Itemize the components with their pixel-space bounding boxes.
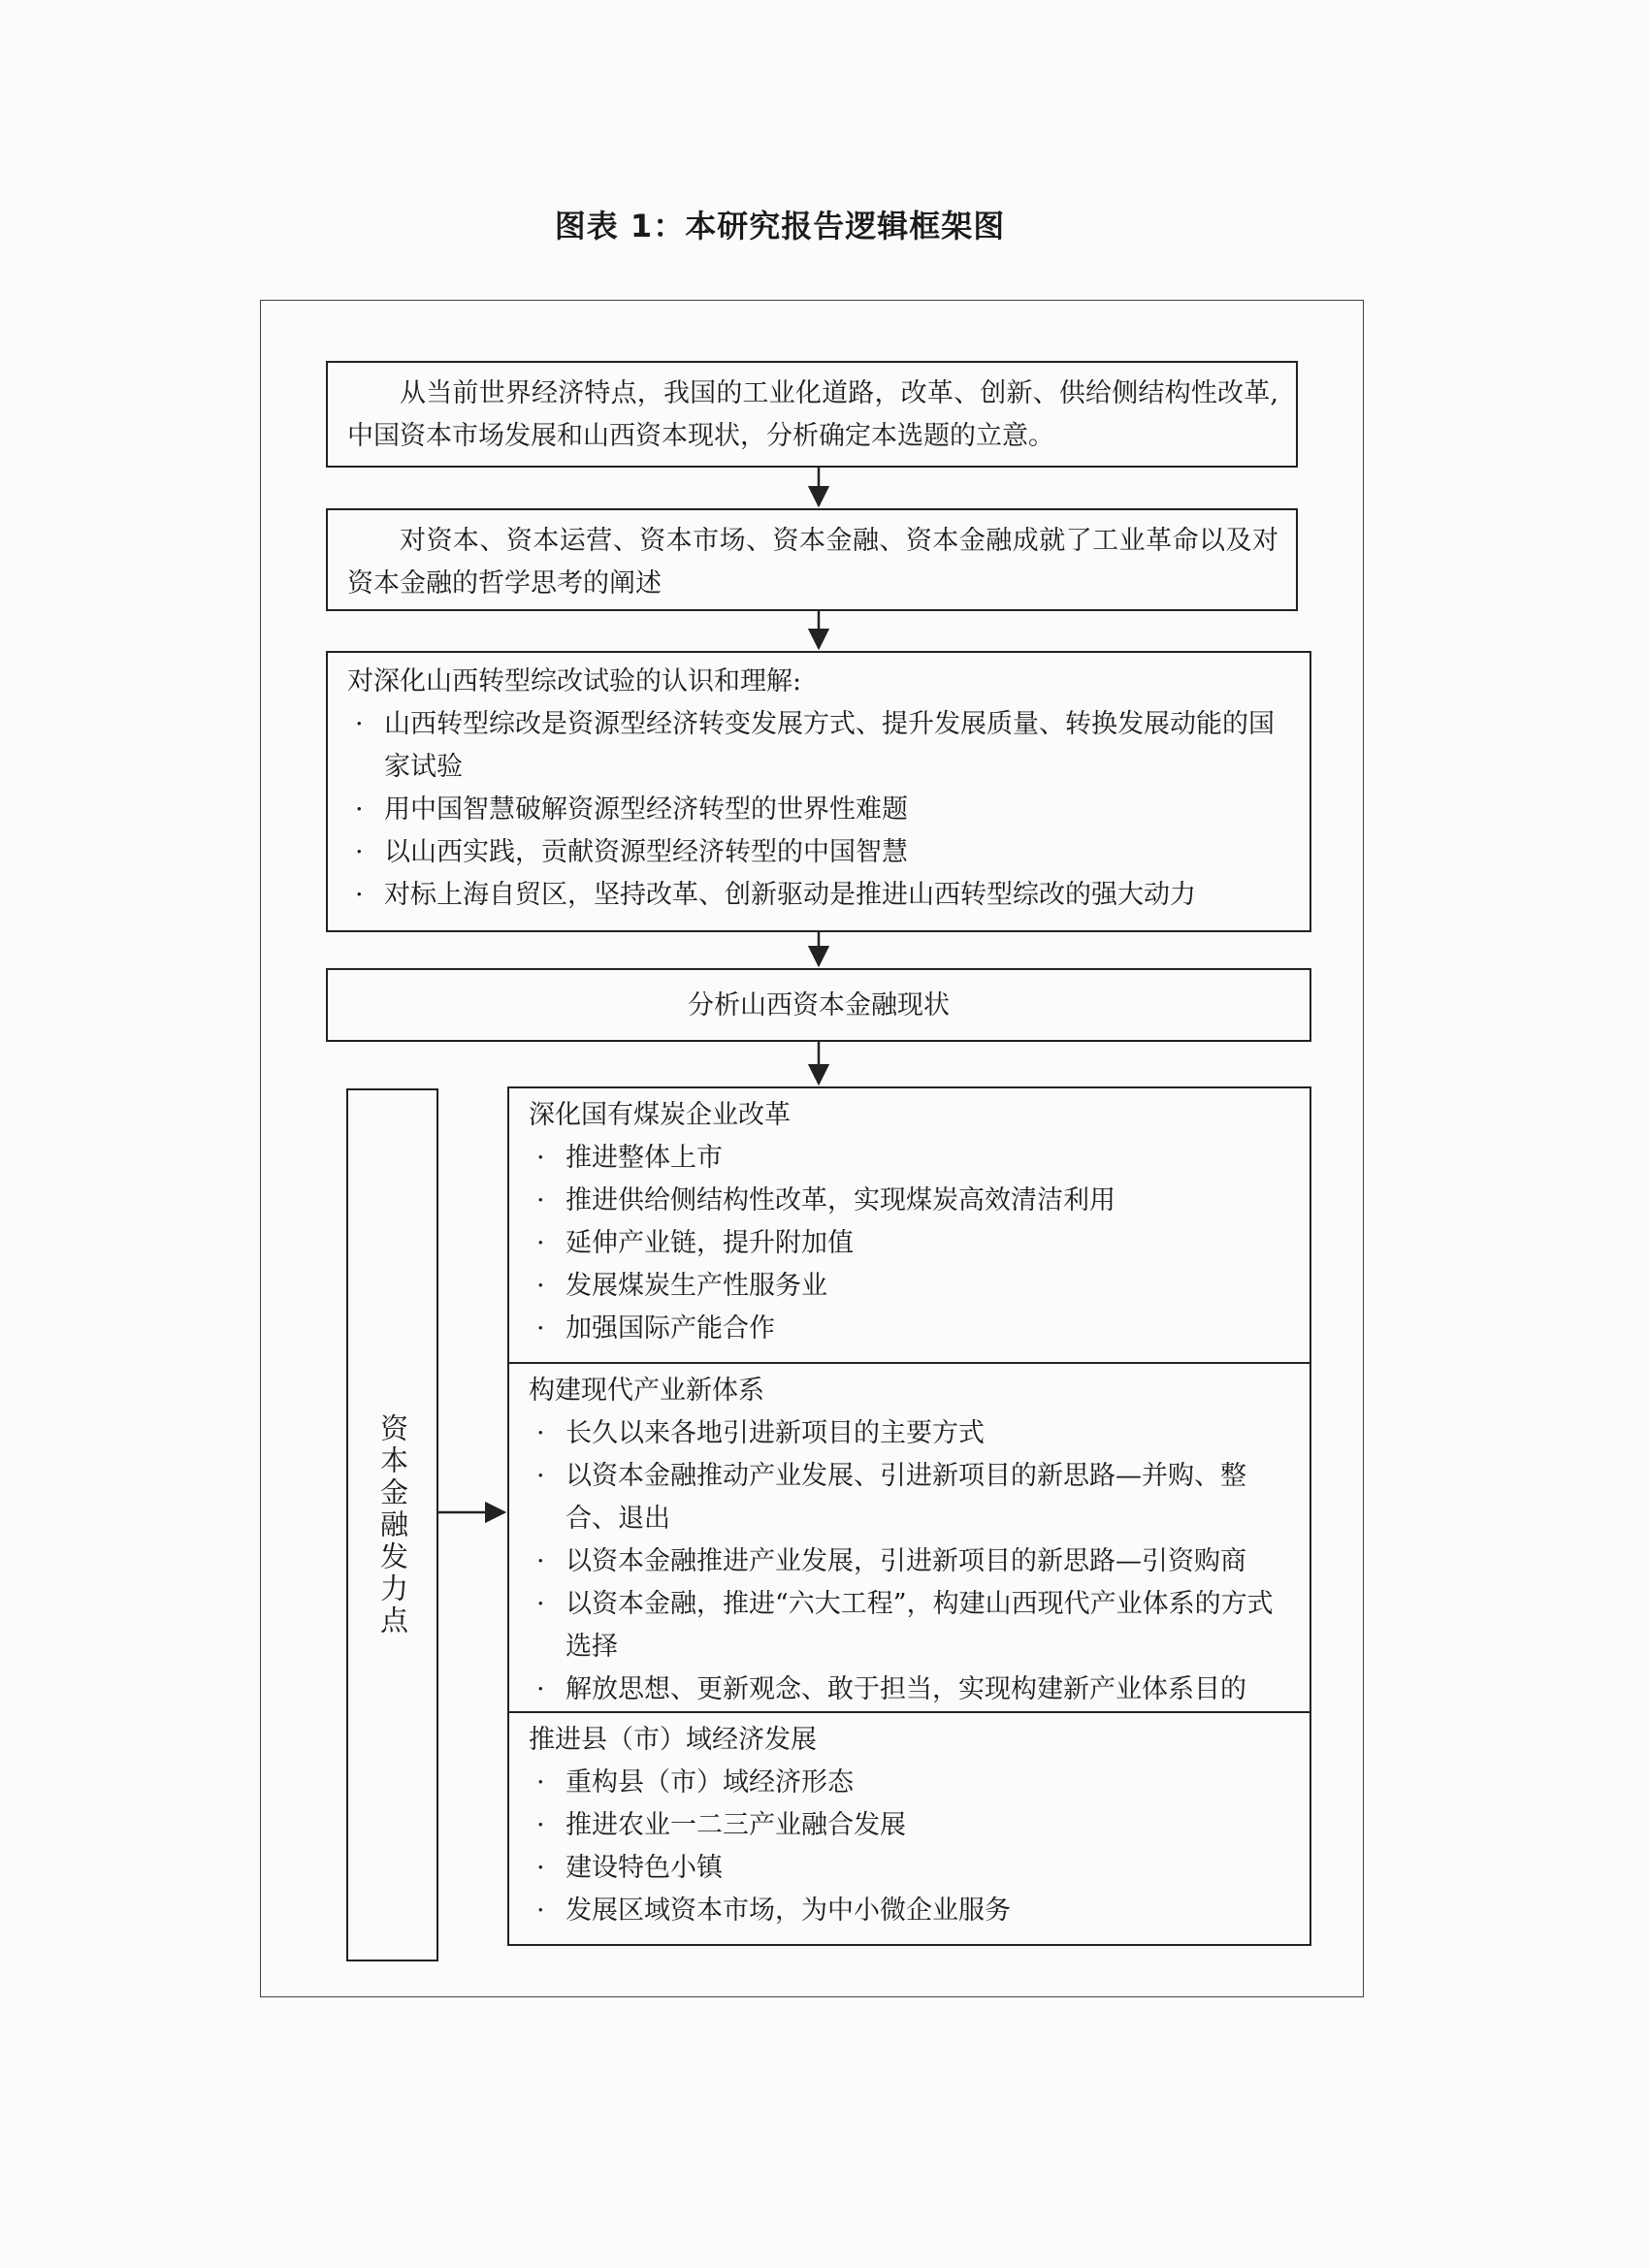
section-industry-list bbox=[529, 1412, 1292, 1711]
reform-box bbox=[326, 651, 1311, 932]
list-item: · 以山西实践，贡献资源型经济转型的中国智慧 bbox=[347, 831, 1292, 874]
capital-box bbox=[326, 508, 1298, 611]
list-item: · 加强国际产能合作 bbox=[529, 1308, 1292, 1350]
intro-box bbox=[326, 361, 1298, 468]
list-item: · 发展区域资本市场，为中小微企业服务 bbox=[529, 1890, 1292, 1932]
list-item: · 建设特色小镇 bbox=[529, 1847, 1292, 1890]
list-item: · 以资本金融推动产业发展、引进新项目的新思路—并购、整合、退出 bbox=[529, 1455, 1292, 1540]
capital-text: 对资本、资本运营、资本市场、资本金融、资本金融成就了工业革命以及对资本金融的哲学思考的阐述 bbox=[347, 526, 1278, 599]
focus-label-text: 资本金融发力点 bbox=[376, 1412, 409, 1637]
list-item: · 发展煤炭生产性服务业 bbox=[529, 1265, 1292, 1308]
list-item: · 推进供给侧结构性改革，实现煤炭高效清洁利用 bbox=[529, 1180, 1292, 1222]
focus-sections-box bbox=[507, 1086, 1311, 1946]
section-county-list bbox=[529, 1762, 1292, 1932]
list-item: · 以资本金融推进产业发展，引进新项目的新思路—引资购商 bbox=[529, 1540, 1292, 1583]
reform-list bbox=[347, 703, 1292, 917]
reform-heading: 对深化山西转型综改试验的认识和理解: bbox=[347, 666, 802, 697]
list-item: · 用中国智慧破解资源型经济转型的世界性难题 bbox=[347, 789, 1292, 831]
section-industry-heading: 构建现代产业新体系 bbox=[529, 1376, 764, 1406]
focus-label-box bbox=[346, 1088, 438, 1961]
list-item: · 山西转型综改是资源型经济转变发展方式、提升发展质量、转换发展动能的国家试验 bbox=[347, 703, 1292, 789]
list-item: · 推进农业一二三产业融合发展 bbox=[529, 1804, 1292, 1847]
figure-title: 图表 1：本研究报告逻辑框架图 bbox=[554, 208, 1006, 244]
section-county-heading: 推进县（市）域经济发展 bbox=[529, 1725, 817, 1755]
list-item: · 推进整体上市 bbox=[529, 1137, 1292, 1180]
analysis-box bbox=[326, 968, 1311, 1042]
section-county bbox=[509, 1713, 1310, 1946]
section-coal bbox=[509, 1088, 1310, 1360]
list-item: · 延伸产业链，提升附加值 bbox=[529, 1222, 1292, 1265]
list-item: · 对标上海自贸区，坚持改革、创新驱动是推进山西转型综改的强大动力 bbox=[347, 874, 1292, 917]
intro-text: 从当前世界经济特点，我国的工业化道路，改革、创新、供给侧结构性改革,中国资本市场发展和山西资本现状，分析确定本选题的立意。 bbox=[347, 378, 1278, 451]
section-industry bbox=[509, 1364, 1310, 1704]
list-item: · 以资本金融，推进“六大工程”，构建山西现代产业体系的方式选择 bbox=[529, 1583, 1292, 1669]
list-item: · 重构县（市）域经济形态 bbox=[529, 1762, 1292, 1804]
analysis-text: 分析山西资本金融现状 bbox=[688, 990, 950, 1021]
section-coal-list bbox=[529, 1137, 1292, 1350]
list-item: · 解放思想、更新观念、敢于担当，实现构建新产业体系目的 bbox=[529, 1669, 1292, 1711]
list-item: · 长久以来各地引进新项目的主要方式 bbox=[529, 1412, 1292, 1455]
section-coal-heading: 深化国有煤炭企业改革 bbox=[529, 1100, 791, 1130]
